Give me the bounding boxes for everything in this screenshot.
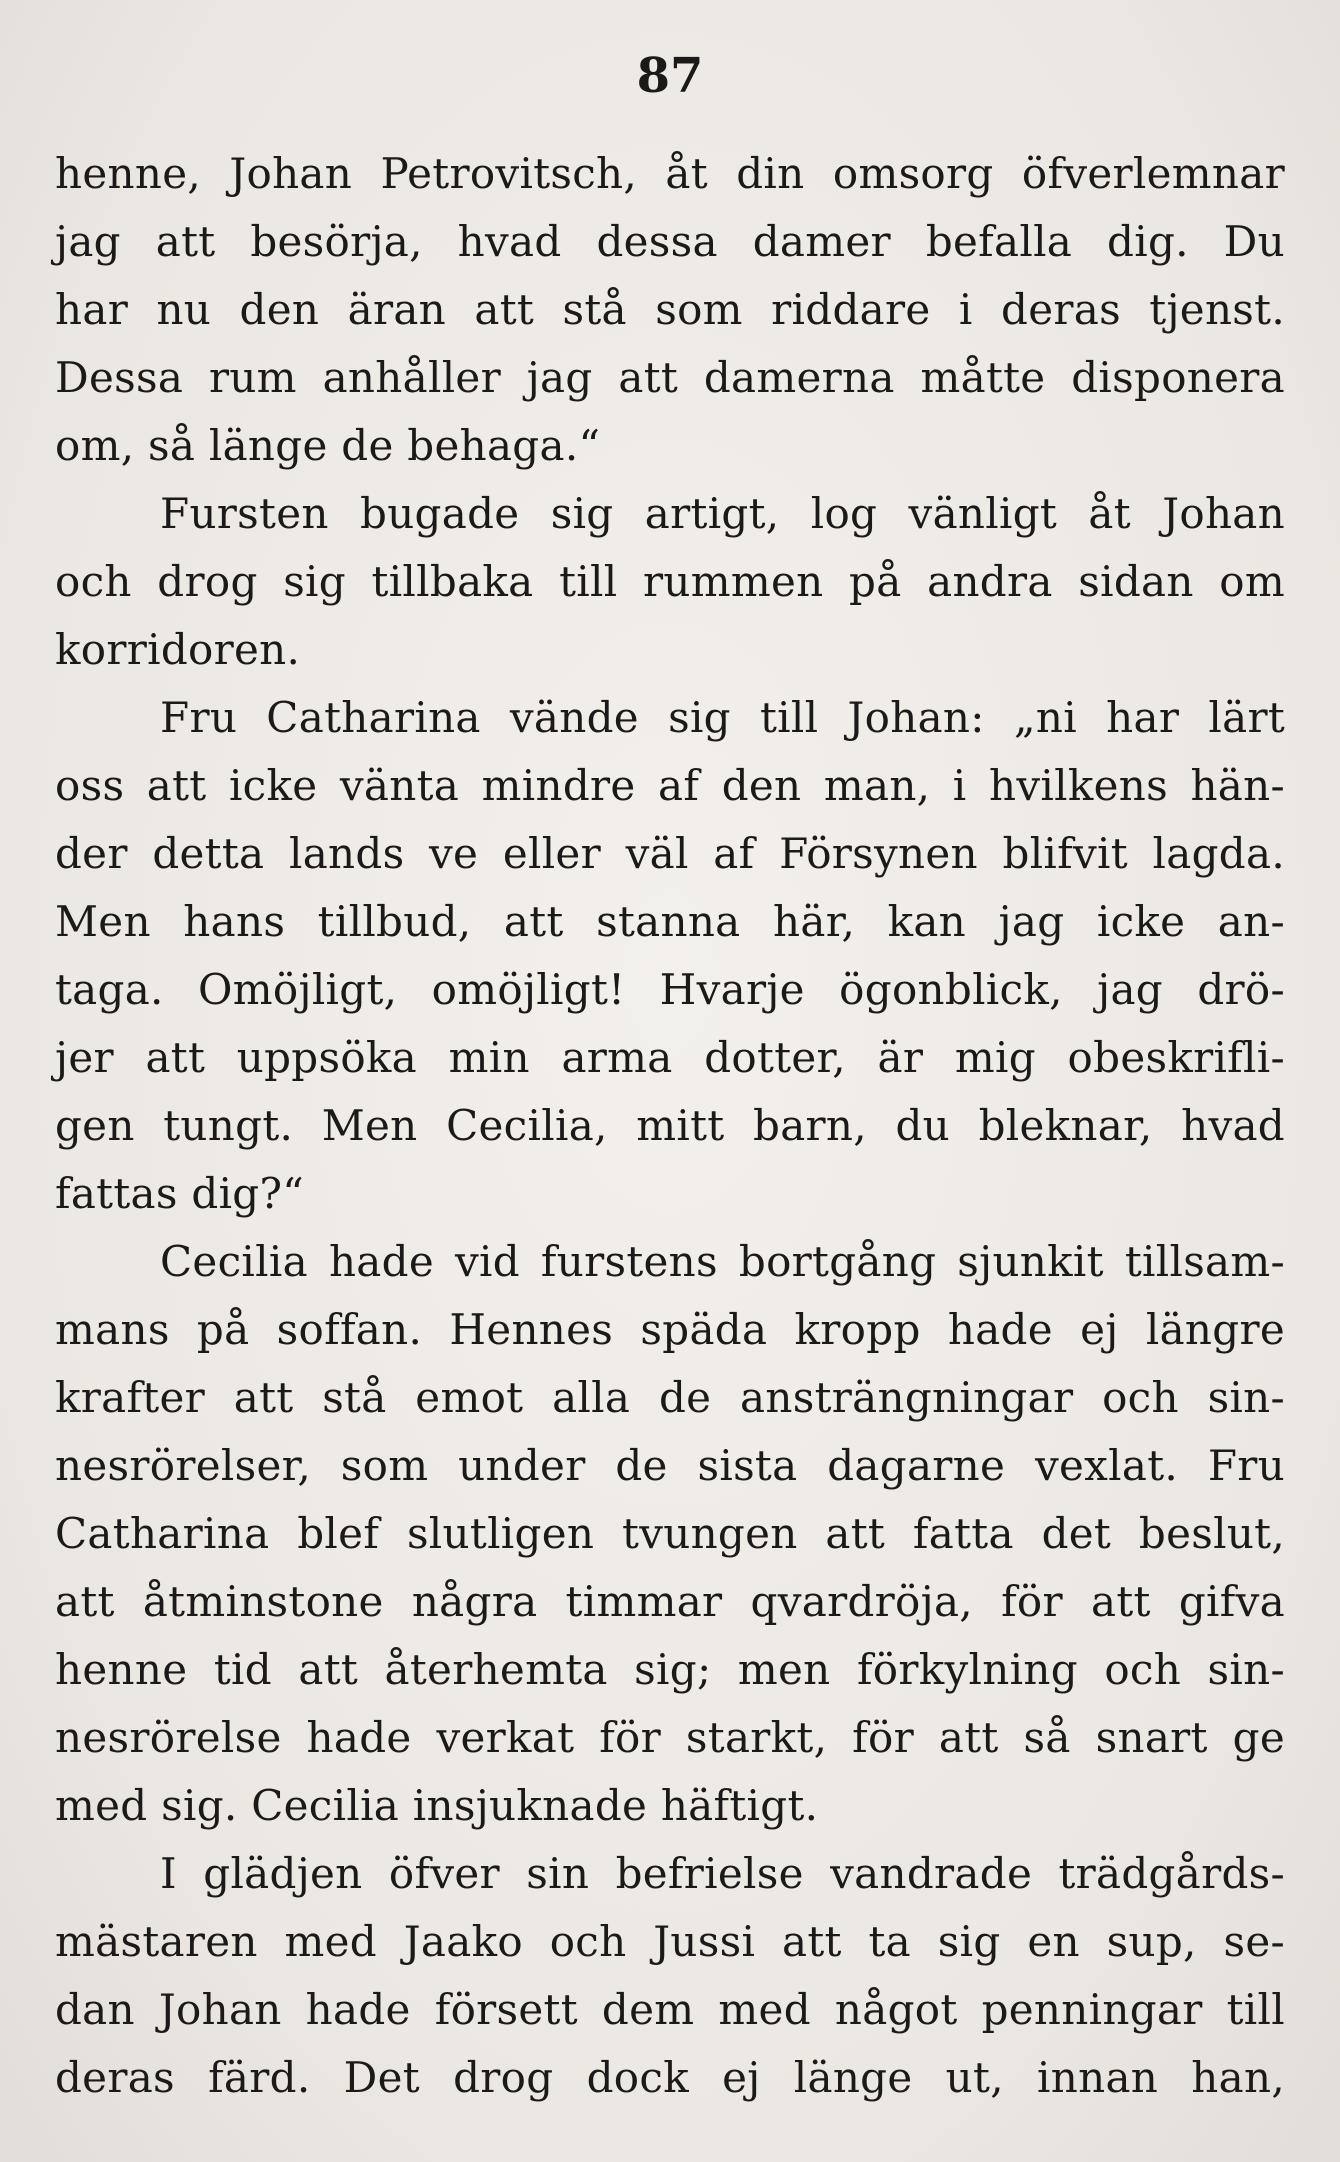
text-line: att åtminstone några timmar qvardröja, för att gifva	[55, 1577, 1285, 1626]
text-line: krafter att stå emot alla de ansträngningar och sin-	[55, 1373, 1285, 1422]
page-number: 87	[636, 48, 704, 104]
paragraph-start-line: Fru Catharina vände sig till Johan: „ni har lärt	[160, 693, 1285, 742]
paragraph-start-line: Cecilia hade vid furstens bortgång sjunkit tillsam-	[160, 1237, 1285, 1286]
text-line: Catharina blef slutligen tvungen att fatta det beslut,	[55, 1509, 1285, 1558]
text-line: om, så länge de behaga.“	[55, 421, 601, 470]
text-line: Dessa rum anhåller jag att damerna måtte disponera	[55, 353, 1285, 402]
text-line: har nu den äran att stå som riddare i deras tjenst.	[55, 285, 1285, 334]
text-line: henne, Johan Petrovitsch, åt din omsorg öfverlemnar	[55, 149, 1285, 198]
text-line: nesrörelser, som under de sista dagarne vexlat. Fru	[55, 1441, 1285, 1490]
paragraph-start-line: I glädjen öfver sin befrielse vandrade trädgårds-	[160, 1849, 1285, 1898]
paragraph-start-line: Fursten bugade sig artigt, log vänligt åt Johan	[160, 489, 1285, 538]
text-line: der detta lands ve eller väl af Försynen blifvit lagda.	[55, 829, 1285, 878]
text-line: Men hans tillbud, att stanna här, kan jag icke an-	[55, 897, 1285, 946]
text-line: oss att icke vänta mindre af den man, i hvilkens hän-	[55, 761, 1285, 810]
text-line: fattas dig?“	[55, 1169, 305, 1218]
text-line: korridoren.	[55, 625, 301, 674]
text-line: jag att besörja, hvad dessa damer befalla dig. Du	[55, 217, 1285, 266]
text-line: dan Johan hade försett dem med något penningar till	[55, 1985, 1285, 2034]
text-line: mästaren med Jaako och Jussi att ta sig en sup, se-	[55, 1917, 1285, 1966]
body-text	[55, 140, 1285, 2112]
text-line: med sig. Cecilia insjuknade häftigt.	[55, 1781, 819, 1830]
text-line: jer att uppsöka min arma dotter, är mig obeskrifli-	[55, 1033, 1285, 1082]
text-line: deras färd. Det drog dock ej länge ut, innan han,	[55, 2053, 1285, 2102]
text-line: mans på soffan. Hennes späda kropp hade ej längre	[55, 1305, 1285, 1354]
text-line: henne tid att återhemta sig; men förkylning och sin-	[55, 1645, 1285, 1694]
text-line: gen tungt. Men Cecilia, mitt barn, du bleknar, hvad	[55, 1101, 1285, 1150]
text-line: och drog sig tillbaka till rummen på andra sidan om	[55, 557, 1285, 606]
text-line: nesrörelse hade verkat för starkt, för att så snart ge	[55, 1713, 1285, 1762]
text-line: taga. Omöjligt, omöjligt! Hvarje ögonblick, jag drö-	[55, 965, 1285, 1014]
